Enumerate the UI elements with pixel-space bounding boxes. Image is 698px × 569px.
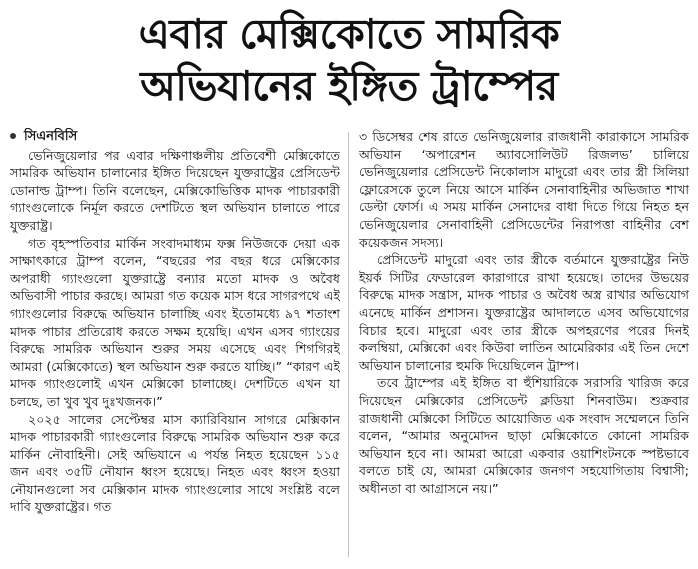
paragraph-right-1: ৩ ডিসেম্বর শেষ রাতে ভেনিজুয়েলার রাজধানী কারাকাসে সামরিক অভিযান ‘অপারেশন অ্যাবসোলিউট রিজলভ’ চালিয়ে ভেনিজুয়েলার প্রেসিডেন্ট নিকোলাস মাদুরো এবং তার স্ত্রী সিলিয়া ফ্লোরেসকে তুলে নিয়ে আসে মার্কিন সেনাবাহিনীর অভিজাত শাখা ডেল্টা ফোর্স। এ সময় মার্কিন সেনাদের বাধা দিতে গিয়ে নিহত হন ভেনিজুয়েলার সেনাবাহিনী প্রেসিডেন্টের নিরাপত্তা বাহিনীর বেশ কয়েকজন সদস্য। [359, 129, 689, 250]
right-column [359, 128, 689, 560]
paragraph-left-3: ২০২৫ সালের সেপ্টেম্বর মাস ক্যারিবিয়ান সাগরে মেক্সিকান মাদক পাচারকারী গ্যাংগুলোর বিরুদ্ধে সামরিক অভিযান শুরু করে মার্কিন নৌবাহিনী। সেই অভিযানে এ পর্যন্ত নিহত হয়েছেন ১১৫ জন এবং ৩৫টি নৌযান ধ্বংস হয়েছে। নিহত এবং ধ্বংস হওয়া নৌযানগুলো সব মেক্সিকান মাদক গ্যাংগুলোর সাথে সংশ্লিষ্ট বলে দাবি যুক্তরাষ্ট্রের। গত [10, 411, 340, 515]
headline-line-2: অভিযানের ইঙ্গিত ট্রাম্পের [140, 62, 558, 110]
paragraph-left-1: ভেনিজুয়েলার পর এবার দক্ষিণাঞ্চলীয় প্রতিবেশী মেক্সিকোতে সামরিক অভিযান চালানোর ইঙ্গিত দিয়েছেন যুক্তরাষ্ট্রের প্রেসিডেন্ট ডোনাল্ড ট্রাম্প। তিনি বলেছেন, মেক্সিকোভিত্তিক মাদক পাচারকারী গ্যাংগুলোকে নির্মূল করতে দেশটিতে স্থল অভিযান চালাতে পারে যুক্তরাষ্ট্র। [10, 147, 340, 233]
source-name: সিএনবিসি [24, 129, 78, 144]
paragraph-right-2: প্রেসিডেন্ট মাদুরো এবং তার স্ত্রীকে বর্তমানে যুক্তরাষ্ট্রের নিউ ইয়র্ক সিটির ফেডারেল কারাগারে রাখা হয়েছে। তাদের উভয়ের বিরুদ্ধে মাদক সন্ত্রাস, মাদক পাচার ও অবৈধ অস্ত্র রাখার অভিযোগ এনেছে মার্কিন প্রশাসন। যুক্তরাষ্ট্রের আদালতে এসব অভিযোগের বিচার হবে। মাদুরো এবং তার স্ত্রীকে অপহরণের পরের দিনই কলম্বিয়া, মেক্সিকো এবং কিউবা লাতিন আমেরিকার এই তিন দেশে অভিযান চালানোর হুমকি দিয়েছিলেন ট্রাম্প। [359, 252, 689, 373]
headline [0, 8, 698, 112]
source-line [10, 128, 340, 146]
paragraph-right-3: তবে ট্রাম্পের এই ইঙ্গিত বা হুঁশিয়ারিকে সরাসরি খারিজ করে দিয়েছেন মেক্সিকোর প্রেসিডেন্ট ক্লডিয়া শিনবাউম। শুক্রবার রাজধানী মেক্সিকো সিটিতে আয়োজিত এক সংবাদ সম্মেলনে তিনি বলেন, “আমার অনুমোদন ছাড়া মেক্সিকোতে কোনো সামরিক অভিযান হবে না। আমরা আরো একবার ওয়াশিংটনকে স্পষ্টভাবে বলতে চাই যে, আমরা মেক্সিকোর জনগণ সহযোগিতায় বিশ্বাসী; অধীনতা বা আগ্রাসনে নয়।” [359, 375, 689, 496]
headline-line-1: এবার মেক্সিকোতে সামরিক [138, 10, 560, 58]
column-divider [348, 132, 349, 557]
left-column [10, 128, 340, 560]
paragraph-left-2: গত বৃহস্পতিবার মার্কিন সংবাদমাধ্যম ফক্স নিউজকে দেয়া এক সাক্ষাৎকারে ট্রাম্প বলেন, “বছরের পর বছর ধরে মেক্সিকোর অপরাধী গ্যাংগুলো যুক্তরাষ্ট্রে বন্যার মতো মাদক ও অবৈধ অভিবাসী পাচার করছে। আমরা গত কয়েক মাস ধরে সাগরপথে এই গ্যাংগুলোর বিরুদ্ধে অভিযান চালাচ্ছি এবং ইতোমধ্যে ৯৭ শতাংশ মাদক পাচার প্রতিরোধ করতে সক্ষম হয়েছি। এখন এসব গ্যাংয়ের বিরুদ্ধে সামরিক অভিযান শুরুর সময় এসেছে এবং শিগগিরই আমরা (মেক্সিকোতে) স্থল অভিযান শুরু করতে যাচ্ছি।” “কারণ এই মাদক গ্যাংগুলোই এখন মেক্সিকো চালাচ্ছে। দেশটিতে এখন যা চলছে, তা খুব খুব দুঃখজনক।” [10, 235, 340, 409]
bullet-icon [10, 133, 16, 139]
